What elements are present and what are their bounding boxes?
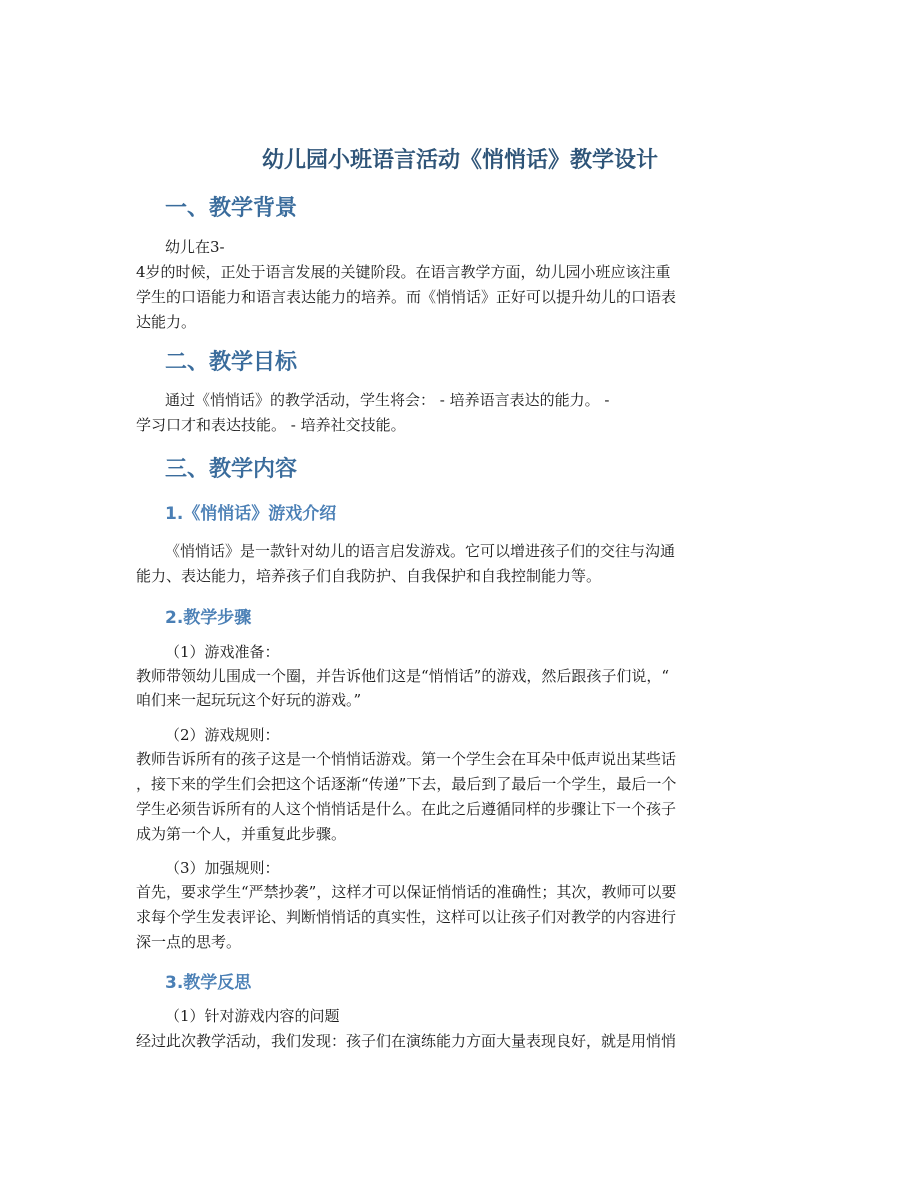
paragraph-line: 学生必须告诉所有的人这个悄悄话是什么。在此之后遵循同样的步骤让下一个孩子 <box>136 800 677 818</box>
paragraph-line: 能力、表达能力，培养孩子们自我防护、自我保护和自我控制能力等。 <box>136 567 602 585</box>
step-label: （3）加强规则： <box>165 859 280 877</box>
paragraph-line: 学习口才和表达技能。 - 培养社交技能。 <box>136 416 406 434</box>
step-label: （1）针对游戏内容的问题 <box>165 1007 340 1025</box>
paragraph-line: 首先，要求学生“严禁抄袭”，这样才可以保证悄悄话的准确性；其次，教师可以要 <box>136 883 677 901</box>
step-label: （2）游戏规则： <box>165 726 280 744</box>
section-heading-background: 一、教学背景 <box>165 196 298 221</box>
subsection-heading-reflection: 3.教学反思 <box>165 973 252 993</box>
section-heading-content: 三、教学内容 <box>165 457 298 482</box>
subsection-heading-game-intro: 1.《悄悄话》游戏介绍 <box>165 504 337 524</box>
paragraph-line: 学生的口语能力和语言表达能力的培养。而《悄悄话》正好可以提升幼儿的口语表 <box>136 288 677 306</box>
paragraph-line: 咱们来一起玩玩这个好玩的游戏。” <box>136 691 362 709</box>
paragraph-line: 教师带领幼儿围成一个圈，并告诉他们这是“悄悄话”的游戏，然后跟孩子们说，“ <box>136 667 670 685</box>
step-label: （1）游戏准备： <box>165 643 280 661</box>
paragraph-line: 深一点的思考。 <box>136 933 242 951</box>
paragraph-line: 幼儿在3- <box>165 238 225 256</box>
paragraph-line: 求每个学生发表评论、判断悄悄话的真实性，这样可以让孩子们对教学的内容进行 <box>136 908 677 926</box>
paragraph-line: 4岁的时候，正处于语言发展的关键阶段。在语言教学方面，幼儿园小班应该注重 <box>136 263 671 281</box>
paragraph-line: 成为第一个人，并重复此步骤。 <box>136 825 347 843</box>
paragraph-line: 达能力。 <box>136 313 197 331</box>
paragraph-line: 教师告诉所有的孩子这是一个悄悄话游戏。第一个学生会在耳朵中低声说出某些话 <box>136 750 677 768</box>
paragraph-line: 《悄悄话》是一款针对幼儿的语言启发游戏。它可以增进孩子们的交往与沟通 <box>165 542 676 560</box>
paragraph-line: ，接下来的学生们会把这个话逐渐“传递”下去，最后到了最后一个学生，最后一个 <box>136 775 677 793</box>
paragraph-line: 经过此次教学活动，我们发现：孩子们在演练能力方面大量表现良好，就是用悄悄 <box>136 1032 677 1050</box>
subsection-heading-steps: 2.教学步骤 <box>165 608 252 628</box>
paragraph-line: 通过《悄悄话》的教学活动，学生将会： - 培养语言表达的能力。 - <box>165 391 610 409</box>
section-heading-goals: 二、教学目标 <box>165 350 298 375</box>
document-title: 幼儿园小班语言活动《悄悄话》教学设计 <box>261 148 658 173</box>
